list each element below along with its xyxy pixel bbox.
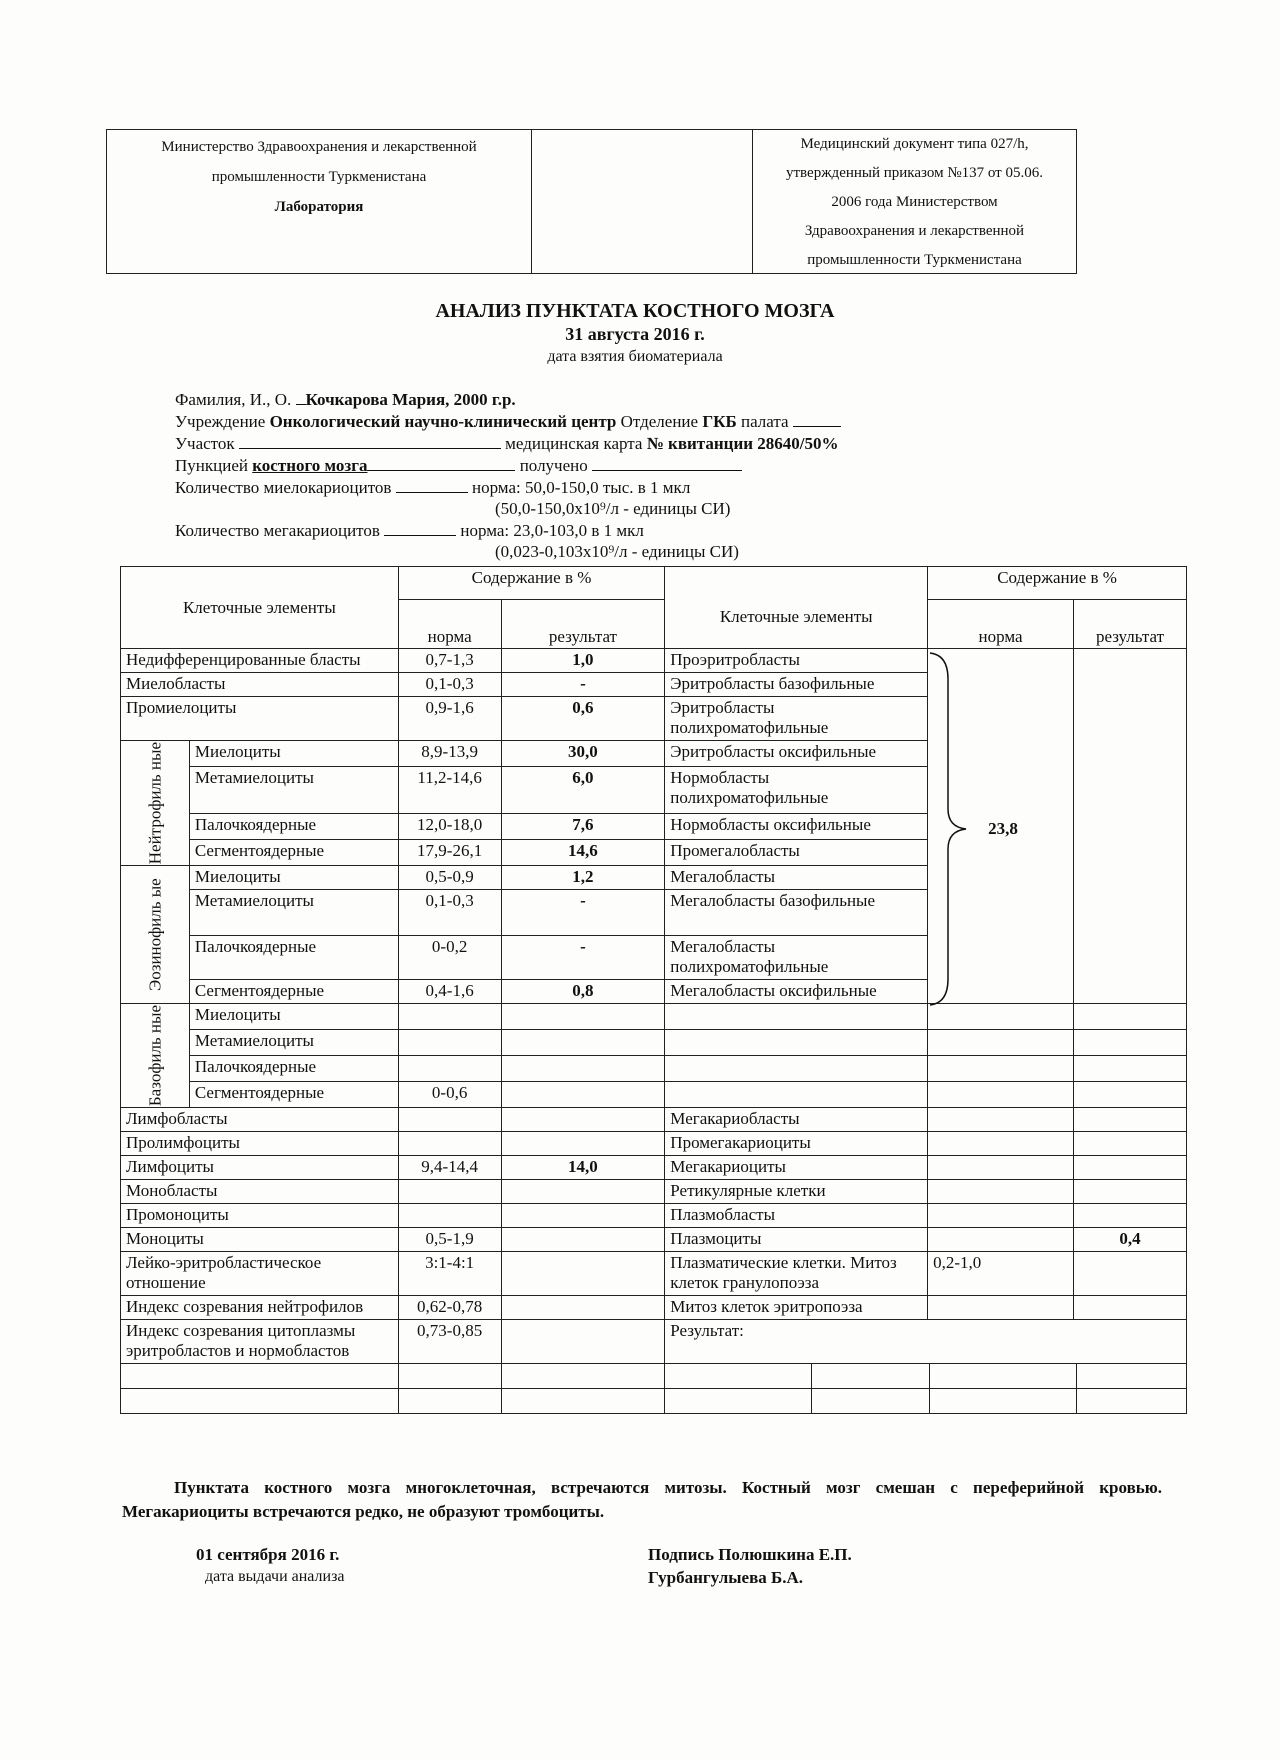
- group-basophils: Базофиль ные: [121, 1004, 190, 1108]
- mega-si: (0,023-0,103х10⁹/л - единицы СИ): [495, 542, 739, 561]
- puncture-value: костного мозга: [252, 456, 368, 475]
- doc-type-line-1: Медицинский документ типа 027/h,: [800, 136, 1029, 152]
- ministry-line-1: Министерство Здравоохранения и лекарственной: [161, 139, 477, 155]
- header-content-right: Содержание в %: [928, 567, 1187, 600]
- erythro-total: 23,8: [988, 819, 1018, 838]
- header-middle: [532, 130, 753, 273]
- institution-row: Учреждение Онкологический научно-клинический центр Отделение ГКБ палата: [175, 410, 841, 432]
- table-row-label: Промиелоциты: [121, 697, 399, 741]
- table-row-label: Недифференцированные бласты: [121, 649, 399, 673]
- page-title: АНАЛИЗ ПУНКТАТА КОСТНОГО МОЗГА: [435, 300, 835, 322]
- puncture-row: Пункцией костного мозга получено: [175, 454, 841, 476]
- sample-date: 31 августа 2016 г.: [565, 324, 705, 344]
- myelo-row: Количество миелокариоцитов норма: 50,0-150,0 тыс. в 1 мкл: [175, 478, 691, 497]
- header-norm-right: норма: [928, 600, 1074, 649]
- sample-date-label: дата взятия биоматериала: [547, 348, 723, 365]
- department-value: ГКБ: [702, 412, 737, 431]
- group-eosinophils: Эозинофиль ые: [121, 866, 190, 1004]
- doc-type-line-2: утвержденный приказом №137 от 05.06.: [785, 165, 1043, 181]
- header-result-right: результат: [1074, 600, 1187, 649]
- result-label: Результат:: [665, 1320, 1187, 1364]
- patient-name: Кочкарова Мария, 2000 г.р.: [305, 390, 516, 409]
- header-right: [753, 130, 1076, 273]
- signature-2: Гурбангулыева Б.А.: [648, 1568, 804, 1587]
- curly-brace-icon: [928, 649, 988, 1009]
- laboratory-label: Лаборатория: [274, 199, 364, 215]
- header-left: [107, 130, 532, 273]
- header-content-left: Содержание в %: [398, 567, 665, 600]
- ministry-line-2: промышленности Туркменистана: [211, 169, 427, 185]
- issue-date: 01 сентября 2016 г.: [196, 1545, 340, 1564]
- myelo-si: (50,0-150,0х10⁹/л - единицы СИ): [495, 499, 731, 518]
- results-table: Клеточные элементы Содержание в % Клеточные элементы Содержание в % норма результат норма результат Недифференцированные бласты 0,7-1,3 1,0 Проэритробласты 23,8 Миелобласты 0,1-0,3 - Эритробласты базофильные Промиелоциты 0,9-1,6 0,6 Эритробласты полихроматофильные Нейтрофиль ные Миелоциты 8,9-13,9 30,0 Эритробласты оксифильные Метамиелоциты 11,2-14,6 6,0 Нормобласты полихроматофильные Палочкоядерные 12,0-18,0 7,6 Нормобласты оксифильные Сегментоядерные 17,9-26,1 14,6 Промегалобласты Эозинофиль ые Миелоциты 0,5-0,9 1,2 Мегалобласты Метамиелоциты 0,1-0,3 - Мегалобласты базофильные Палочкоядерные 0-0,2 - Мегалобласты полихроматофильные Сегментоядерные 0,4-1,6 0,8 Мегалобласты оксифильные Базофиль ные Миелоциты Метамиелоциты Палочкоядерные Сегментоядерные 0-0,6 Лимфобласты Мегакариобласты Пролимфоциты Промегакариоциты Лимфоциты 9,4-14,4 14,0 Мегакариоциты Монобласты Ретикулярные клетки Промоноциты Плазмобласты Моноциты 0,5-1,9 Плазмоциты 0,4 Лейко-эритробластическое отношение 3:1-4:1 Плазматические клетки. Митоз клеток гранулопоэза 0,2-1,0 Индекс созревания нейтрофилов 0,62-0,78 Митоз клеток эритропоэза Индекс созревания цитоплазмы эритробластов и нормобластов 0,73-0,85 Результат:: [120, 566, 1187, 1414]
- doc-type-line-4: Здравоохранения и лекарственной: [804, 223, 1025, 239]
- plasmocytes-result: 0,4: [1074, 1228, 1187, 1252]
- doc-type-line-5: промышленности Туркменистана: [807, 252, 1022, 268]
- header-norm-left: норма: [398, 600, 501, 649]
- header-cells-left: Клеточные элементы: [121, 567, 399, 649]
- erythro-brace-cell: [928, 649, 1074, 1004]
- institution-value: Онкологический научно-клинический центр: [269, 412, 617, 431]
- group-neutrophils: Нейтрофиль ные: [121, 741, 190, 866]
- header-box: [106, 129, 1077, 274]
- table-row-label: Миелобласты: [121, 673, 399, 697]
- area-row: Участок медицинская карта № квитанции 28640/50%: [175, 434, 839, 453]
- header-result-left: результат: [501, 600, 665, 649]
- header-cells-right: Клеточные элементы: [665, 567, 928, 649]
- receipt-number: № квитанции 28640/50%: [646, 434, 839, 453]
- conclusion: Пунктата костного мозга многоклеточная, встречаются митозы. Костный мозг смешан с переферийной кровью. Мегакариоциты встречаются редко, не образуют тромбоциты.: [122, 1478, 1162, 1521]
- doc-type-line-3: 2006 года Министерством: [831, 194, 998, 210]
- signature-1: Подпись Полюшкина Е.П.: [648, 1545, 852, 1564]
- mega-row: Количество мегакариоцитов норма: 23,0-103,0 в 1 мкл: [175, 521, 644, 540]
- issue-date-label: дата выдачи анализа: [205, 1568, 345, 1585]
- patient-info: [175, 388, 841, 562]
- fio-row: Фамилия, И., О. Кочкарова Мария, 2000 г.р.: [175, 390, 516, 409]
